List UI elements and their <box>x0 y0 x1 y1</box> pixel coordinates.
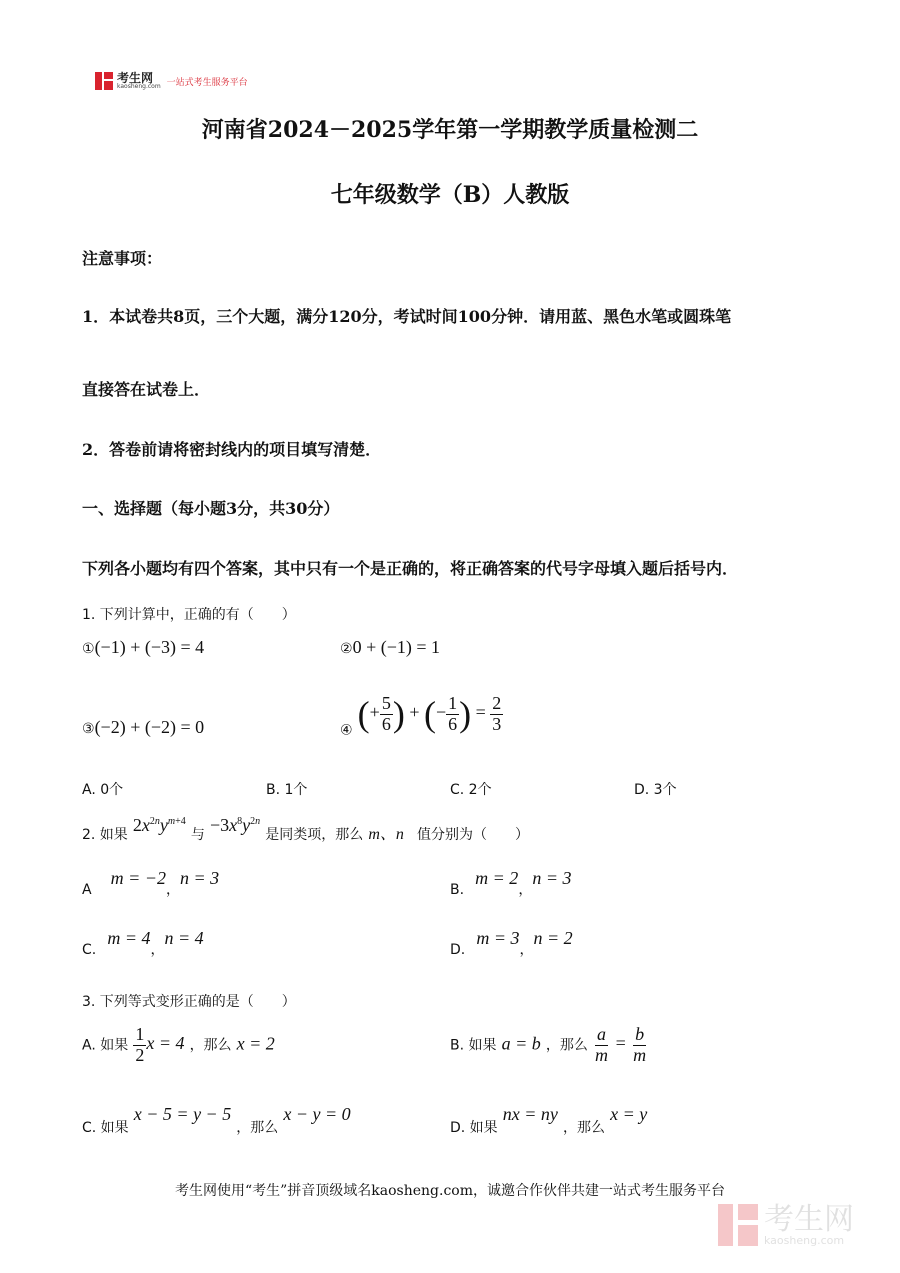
q3-choice-d: D. 如果 nx = ny ，那么 x = y <box>450 1104 648 1136</box>
q2-choice-d: D. m = 3，n = 2 <box>450 928 573 958</box>
q1-option-3 <box>82 717 204 738</box>
q1-option-1 <box>82 637 204 658</box>
q2-vars: m、n <box>368 826 404 843</box>
q1-choice-a: A. 0个 <box>82 782 124 798</box>
watermark-icon <box>718 1204 758 1246</box>
q1-choice-b: B. 1个 <box>266 782 308 798</box>
q1-opt4-frac1-num: 5 <box>381 693 391 713</box>
q1-option-3-number: ③ <box>82 721 95 737</box>
q1-opt4-result-num: 2 <box>492 693 502 713</box>
q1-option-1-expr: (−1) + (−3) = 4 <box>94 637 205 657</box>
exam-subtitle: 七年级数学（B）人教版 <box>330 182 570 208</box>
q2-prefix: 2. 如果 <box>82 827 128 843</box>
q2-choice-a: A m = −2，n = 3 <box>82 868 220 898</box>
logo-domain: kaosheng.com <box>117 83 161 90</box>
q2-term-1: $2x^{2n}y^{m+4}$ <box>132 815 186 835</box>
q3-choice-b: B. 如果 a = b ，那么 $\frac{a}{m}$ = $\frac{b}{m}$ <box>450 1024 647 1065</box>
watermark-domain: kaosheng.com <box>764 1233 845 1247</box>
logo-slogan: 一站式考生服务平台 <box>166 77 248 88</box>
q2-tail: 值分别为（ ） <box>416 827 529 843</box>
q1-option-1-number: ① <box>82 641 95 657</box>
note-1: 1．本试卷共8页，三个大题，满分120分，考试时间100分钟．请用蓝、黑色水笔或圆珠笔 <box>82 307 732 326</box>
q1-opt4-frac1-den: 6 <box>381 713 391 734</box>
note-1-cont: 直接答在试卷上． <box>82 380 211 399</box>
watermark-logo <box>718 1201 854 1247</box>
section-heading: 一、选择题（每小题3分，共30分） <box>82 499 340 518</box>
section-instruction: 下列各小题均有四个答案，其中只有一个是正确的，将正确答案的代号字母填入题后括号内． <box>82 559 739 578</box>
q1-option-4: ④ (+ $\frac{5}{6}$ ) + (− $\frac{1}{6}$ ) = $\frac{2}{3}$ <box>340 693 502 739</box>
q1-option-3-expr: (−2) + (−2) = 0 <box>94 717 205 737</box>
footer-text: 考生网使用“考生”拼音顶级域名kaosheng.com，诚邀合作伙伴共建一站式考生服务平台 <box>174 1183 726 1199</box>
header-logo <box>95 72 248 90</box>
q2-mid: 与 <box>190 827 205 843</box>
q2-choice-c: C. m = 4，n = 4 <box>82 928 204 958</box>
q3-stem: 3. 下列等式变形正确的是（ ） <box>82 994 296 1010</box>
notes-heading: 注意事项： <box>82 249 163 268</box>
q1-option-2-number: ② <box>340 641 353 657</box>
q1-choice-d: D. 3个 <box>634 782 677 798</box>
exam-title: 河南省2024－2025学年第一学期教学质量检测二 <box>201 117 699 143</box>
logo-icon <box>95 72 113 90</box>
q1-stem: 1. 下列计算中，正确的有（ ） <box>82 607 296 623</box>
q3-choice-c: C. 如果 x − 5 = y − 5 ，那么 x − y = 0 <box>82 1104 351 1136</box>
q2-term-2: $-3x^8y^{2n}$ <box>209 815 261 835</box>
logo-name: 考生网 <box>117 71 154 85</box>
q1-opt4-result-den: 3 <box>492 713 502 734</box>
q1-opt4-frac2-num: 1 <box>448 693 458 713</box>
note-2: 2．答卷前请将密封线内的项目填写清楚． <box>82 440 382 459</box>
q1-option-2 <box>340 637 440 658</box>
q1-choice-c: C. 2个 <box>450 782 492 798</box>
q2-stem <box>82 815 529 844</box>
watermark-name: 考生网 <box>764 1201 854 1237</box>
q1-opt4-frac2-den: 6 <box>448 713 458 734</box>
q3-choice-a: A. 如果 $\frac{1}{2}$ x = 4 ，那么 x = 2 <box>82 1024 275 1065</box>
q1-option-4-number: ④ <box>340 722 353 739</box>
q2-suffix: 是同类项，那么 <box>265 827 364 843</box>
q2-choice-b: B. m = 2，n = 3 <box>450 868 572 898</box>
q1-option-2-expr: 0 + (−1) = 1 <box>352 637 441 657</box>
